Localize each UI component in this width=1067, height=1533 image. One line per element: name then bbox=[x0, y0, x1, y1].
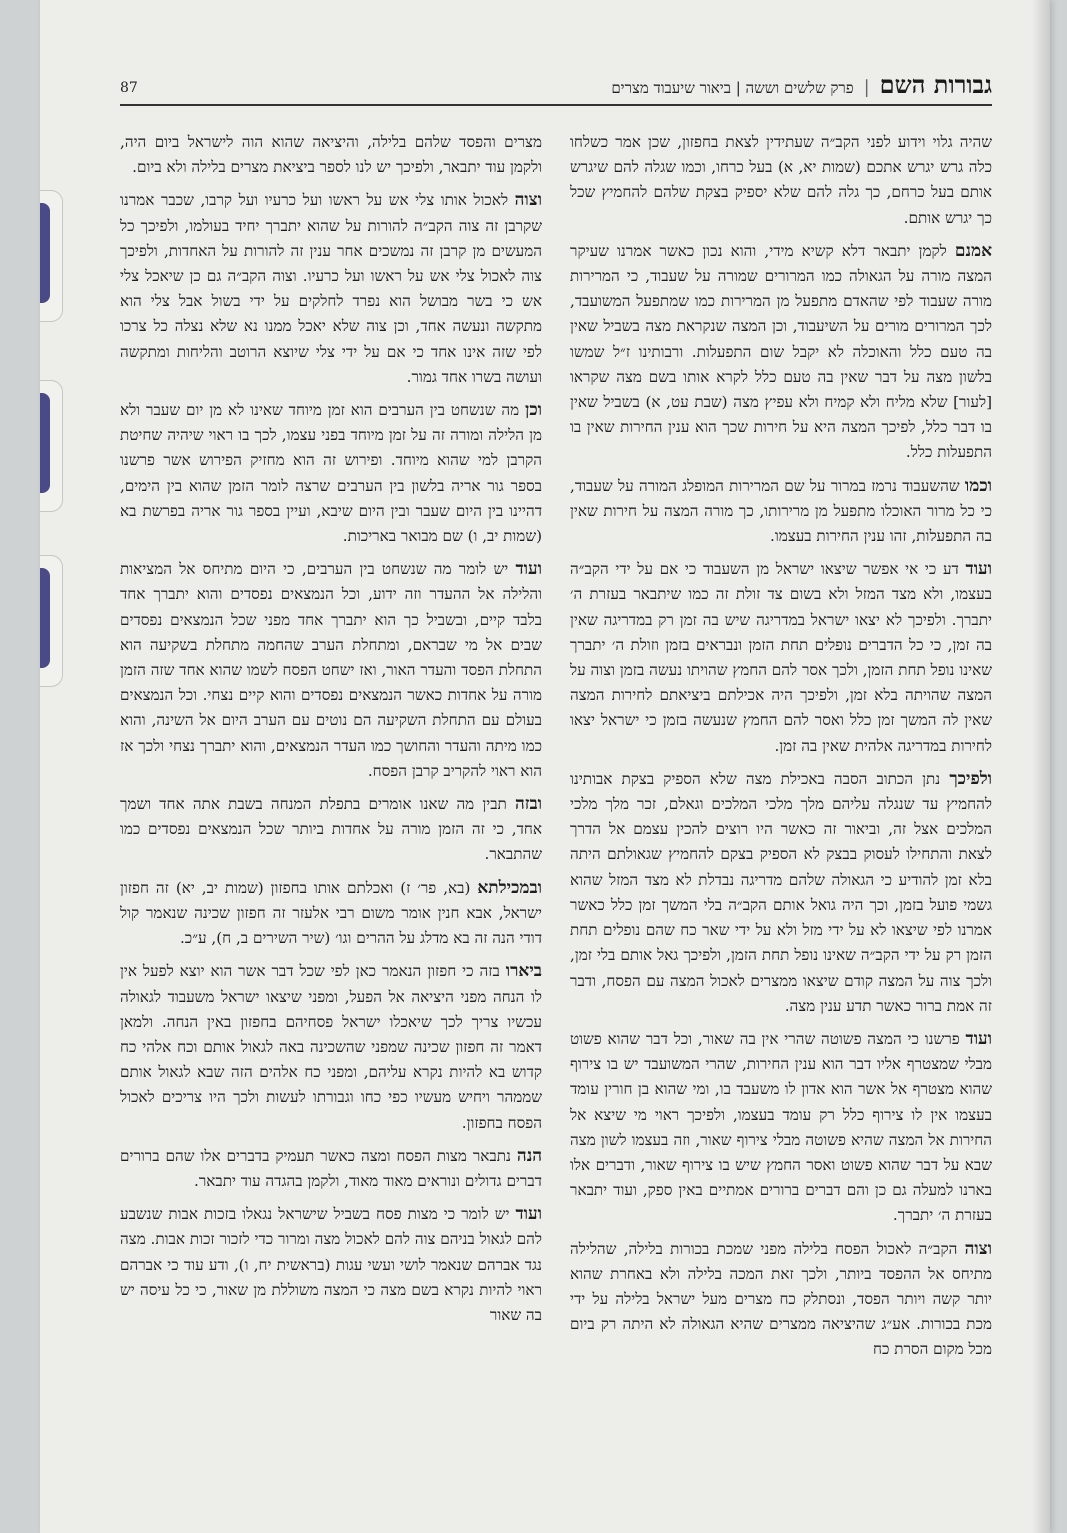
paragraph bbox=[570, 130, 992, 231]
book-title: גבורות השם bbox=[879, 70, 992, 99]
paragraph bbox=[570, 767, 992, 1019]
paragraph bbox=[570, 1237, 992, 1363]
paragraph bbox=[120, 959, 542, 1135]
paragraph-text: שהשעבוד נרמז במרור על שם המרירות המופלג המורה על שעבוד, כי כל מרור האוכלו מתפעל מן מרירותו, כך מורה המצה על חירות שאין בה התפעלות, זהו ענין החירות בעצמו. bbox=[570, 476, 992, 546]
paragraph-text: יש לומר מה שנשחט בין הערבים, כי היום מתיחס אל המציאות והלילה אל ההעדר וזה ידוע, וכל הנמצאים נפסדים והוא יתברך אחד בלבד קיים, ובשביל כך הוא יתברך אחד מפני שכל הנמצאים נפסדים שבים אל מי שבראם, ומתחלת הערב שהחמה מתחלת בשקיעה הוא התחלת הפסד והעדר האור, ואז ישחט הפסח לשמו שהוא אחד שזה הזמן מורה על אחדות כאשר הנמצאים נפסדים והוא קיים נצחי. וכל הנמצאים בעולם עם התחלת השקיעה הם נוטים עם הערב היום אל השינה, והוא כמו מיתה והעדר והחושך כמו העדר הנמצאים, והוא יתברך נצחי ולכך אז הוא ראוי להקריב קרבן הפסח. bbox=[120, 560, 542, 780]
paragraph-lead-word: הנה bbox=[516, 1145, 542, 1166]
thumb-index-tab[interactable] bbox=[40, 190, 63, 322]
thumb-index-marker bbox=[40, 393, 50, 493]
paragraph bbox=[120, 876, 542, 952]
page-gutter bbox=[1032, 0, 1050, 1533]
paragraph-text: תבין מה שאנו אומרים בתפלת המנחה בשבת אתה אחד ושמך אחד, כי זה הזמן מורה על אחדות ביותר שכל הנמצאים נפסדים כמו שהתבאר. bbox=[120, 795, 542, 864]
paragraph bbox=[570, 557, 992, 759]
thumb-index-marker bbox=[40, 203, 50, 303]
paragraph-lead-word: ובזה bbox=[514, 794, 542, 815]
paragraph-lead-word: וכמו bbox=[964, 475, 992, 496]
paragraph-text: בזה כי חפזון הנאמר כאן לפי שכל דבר אשר הוא יוצא לפעל אין לו הנחה מפני היציאה אל הפעל, ומפני שיצאו ישראל משעבוד לגאולה עכשיו צריך לכך שיאכלו ישראל פסחיהם בחפזון באין הנחה. ולמאן דאמר זה חפזון שכינה שמפני שהשכינה באה לגאול אותם וכח אלהי כח קדוש בא להיות נקרא עליהם, ומפני כח אלהים הזה שבא לגאול אותם שממהר ויחיש מעשיו כפי כחו וגבורתו לעשות ולכך היו צריכים לאכול הפסח בחפזון. bbox=[120, 962, 542, 1132]
page-header bbox=[120, 70, 992, 100]
paragraph-lead-word: וצוה bbox=[964, 1238, 992, 1259]
paragraph-lead-word: וכן bbox=[525, 400, 542, 421]
paragraph-lead-word: ועוד bbox=[515, 559, 542, 580]
chapter-title: פרק שלשים וששה | ביאור שיעבוד מצרים bbox=[611, 79, 854, 97]
paragraph bbox=[570, 239, 992, 466]
paragraph-lead-word: אמנם bbox=[954, 240, 992, 261]
running-head bbox=[611, 70, 992, 100]
text-columns bbox=[120, 130, 992, 1520]
thumb-index-tab[interactable] bbox=[40, 555, 63, 687]
paragraph-text: פרשנו כי המצה פשוטה שהרי אין בה שאור, וכל דבר שהוא פשוט מבלי שמצטרף אליו דבר הוא ענין החירות, שהרי המשועבד יש בו צירוף שהוא מצטרף אל אשר הוא אדון לו משעבד בו, ומי שהוא בן חורין עומד בעצמו אין לו צירוף כלל רק עומד בעצמו, ולפיכך ראוי מי שיצא אל החירות אל המצה שהיא פשוטה מבלי צירוף שאור, וזה בעצמו לשון מצה שבא על דבר שהוא פשוט ואסר החמץ שיש בו צירוף שאור, ודברים אלו בארנו למעלה גם כן והם דברים ברורים אמתיים באין ספק, ועוד יתבאר בעזרת ה׳ יתברך. bbox=[570, 1029, 992, 1225]
paragraph-lead-word: וצוה bbox=[514, 190, 542, 211]
paragraph-text: מה שנשחט בין הערבים הוא זמן מיוחד שאינו לא מן יום שעבר ולא מן הלילה ומורה זה על זמן מיוחד בפני עצמו, לכך בו ראוי שיהיה שחיטת הקרבן למי שהוא מיוחד. ופירוש זה הוא מחזיק הפירוש אשר פרשנו בספר גור אריה בלשון בין הערבים שרצה לומר הזמן שהוא בין הימים, דהיינו בין היום שעבר ובין היום שיבא, ועיין בספר גור אריה בפרשת בא (שמות יב, ו) שם מבואר באריכות. bbox=[120, 401, 542, 546]
thumb-index-marker bbox=[40, 568, 50, 668]
paragraph-lead-word: ולפיכך bbox=[949, 768, 992, 789]
paragraph bbox=[570, 474, 992, 550]
paragraph-text: דע כי אי אפשר שיצאו ישראל מן השעבוד כי אם על ידי הקב״ה בעצמו, ולא מצד המזל ולא בשום צד זולת זה כמו שיתבאר בעזרת ה׳ יתברך. ולפיכך לא יצאו ישראל במדריגה שיש בה זמן רק במדריגה שאין בה זמן, כי כל הדברים נופלים תחת הזמן ונבראים בזמן וזולת ה׳ יתברך שאינו נופל תחת הזמן, ולכך אסר להם החמץ שהויתו נעשה בזמן וצוה על המצה שהויתה בלא זמן, ולפיכך היה אכילתם ביציאתם לחירות המצה שאין לה המשך זמן כלל ואסר להם החמץ שנעשה בזמן כי ישראל יצאו לחירות במדריגה אלהית שאין בה זמן. bbox=[570, 560, 992, 755]
paragraph bbox=[120, 398, 542, 549]
paragraph-lead-word: ובמכילתא bbox=[477, 877, 542, 898]
paragraph bbox=[120, 1144, 542, 1194]
paragraph bbox=[570, 1027, 992, 1229]
header-separator: | bbox=[863, 77, 870, 98]
right-column bbox=[570, 130, 992, 1520]
paragraph bbox=[120, 557, 542, 784]
paragraph bbox=[120, 130, 542, 180]
paragraph-lead-word: ועוד bbox=[965, 559, 992, 580]
paragraph-text: יש לומר כי מצות פסח בשביל שישראל נגאלו בזכות אבות שנשבע להם לגאול בניהם צוה להם לאכול מצה ומרור כדי לזכור זכות אבות. מצה נגד אברהם שנאמר לושי ועשי עגות (בראשית יח, ו), ודע עוד כי אברהם ראוי להיות נקרא בשם מצה כי המצה משוללת מן שאור, כי כל עיסה יש בה שאור bbox=[120, 1205, 542, 1324]
paragraph-text: שהיה גלוי וידוע לפני הקב״ה שעתידין לצאת בחפזון, שכן אמר כשלחו כלה גרש יגרש אתכם (שמות יא, א) בעל כרחו, וכמו שגלה להם שיגרש אותם בעל כרחם, כך גלה להם שלא יספיק בצקת שלהם להחמיץ שכל כך יגרש אותם. bbox=[570, 133, 992, 227]
paragraph-text: נתן הכתוב הסבה באכילת מצה שלא הספיק בצקת אבותינו להחמיץ עד שנגלה עליהם מלך מלכי המלכים וגאלם, זכר מלך מלכי המלכים אצל זה, וביאור זה כאשר היו רוצים להכין עצמם אל הדרך לצאת והתחילו לעסוק בבצק לא הספיק בצקם להחמיץ שגאולתם היתה בלא זמן להודיע כי הגאולה שלהם מדריגה נבדלת לא מצד המזל שהוא גשמי פועל בזמן, וכך היה גואל אותם הקב״ה בלי המשך זמן כלל כאשר אמרנו לפי שיצאו לא על ידי מזל ולא על ידי שאר כח שהם נופלים תחת הזמן רק על ידי הקב״ה שאינו נופל תחת הזמן, ולפיכך גאל אותם בלי זמן, ולכך צוה על המצה קודם שיצאו ממצרים לאכול המצה עם הפסח, ודבר זה אמת ברור כאשר תדע ענין מצה. bbox=[570, 769, 992, 1015]
left-column bbox=[120, 130, 542, 1520]
paragraph-lead-word: ביארו bbox=[505, 961, 542, 982]
paragraph-text: נתבאר מצות הפסח ומצה כאשר תעמיק בדברים אלו שהם ברורים דברים גדולים ונוראים מאוד מאוד, ולקמן בהגדה עוד יתבאר. bbox=[120, 1146, 542, 1190]
paragraph-lead-word: ועוד bbox=[515, 1204, 542, 1225]
paragraph bbox=[120, 792, 542, 868]
paragraph-text: לאכול אותו צלי אש על ראשו ועל כרעיו ועל קרבו, שכבר אמרנו שקרבן זה צוה הקב״ה להורות על שהוא יתברך יחיד בעולמו, ולפיכך כל המעשים מן קרבן זה נמשכים אחר ענין זה להורות על האחדות, ולפיכך צוה לאכול צלי אש על ראשו ועל כרעיו. וצוה הקב״ה גם כן שיאכל צלי אש כי בשר מבושל הוא נפרד לחלקים על ידי בשול אבל צלי הוא מתקשה ונעשה אחד, וכן צוה שלא יאכל ממנו נא שלא נצלה כל צרכו לפי שזה אינו אחד כי אם על ידי צלי שיוצא הרוטב והליחות ומתקשה ועושה בשרו אחד גמור. bbox=[120, 191, 542, 386]
paragraph-lead-word: ועוד bbox=[965, 1028, 992, 1049]
paragraph-text: לקמן יתבאר דלא קשיא מידי, והוא נכון כאשר אמרנו שעיקר המצה מורה על הגאולה כמו המרורים שמורה על שעבוד, כי המרירות מורה שעבוד לפי שהאדם מתפעל מן המרירות כמו שמתפעל המשועבד, לכך המרורים מורים על השיעבוד, וכן המצה שנקראת מצה בשביל שאין בה טעם כלל והאוכלה לא יקבל שום התפעלות. ורבותינו ז״ל שמשו בלשון מצה על דבר שאין בה טעם כלל לקרא אותו בשם מצה שקראו [לעור] שלא מליח ולא קמיח ולא עפיץ מצה (שבת עט, א) בשביל שאין בו דבר כלל, לפיכך המצה היא על חירות שכך הוא ענין החירות שאין בו התפעלות כלל. bbox=[570, 241, 992, 462]
paragraph bbox=[120, 1202, 542, 1328]
thumb-index-tab[interactable] bbox=[40, 380, 63, 512]
paragraph bbox=[120, 188, 542, 390]
page-number: 87 bbox=[120, 80, 138, 96]
paragraph-text: הקב״ה לאכול הפסח בלילה מפני שמכת בכורות בלילה, שהלילה מתיחס אל ההפסד ביותר, ולכך זאת המכה בלילה ולא באחרת שהוא יותר קשה ויותר הפסד, ונסתלק כח מצרים מעל ישראל בלילה על ידי מכת בכורות. אע״ג שהיציאה ממצרים שהיא הגאולה לא היתה רק ביום מכל מקום הסרת כח bbox=[570, 1239, 992, 1359]
header-rule bbox=[120, 104, 992, 106]
paragraph-text: (בא, פר׳ ז) ואכלתם אותו בחפזון (שמות יב, יא) זה חפזון ישראל, אבא חנין אומר משום רבי אלעזר זה חפזון שכינה שנאמר קול דודי הנה זה בא מדלג על ההרים וגו׳ (שיר השירים ב, ח), ע״כ. bbox=[120, 878, 542, 948]
paragraph-text: מצרים והפסד שלהם בלילה, והיציאה שהוא הוה לישראל ביום היה, ולקמן עוד יתבאר, ולפיכך יש לנו לספר ביציאת מצרים בלילה ולא ביום. bbox=[120, 133, 542, 177]
